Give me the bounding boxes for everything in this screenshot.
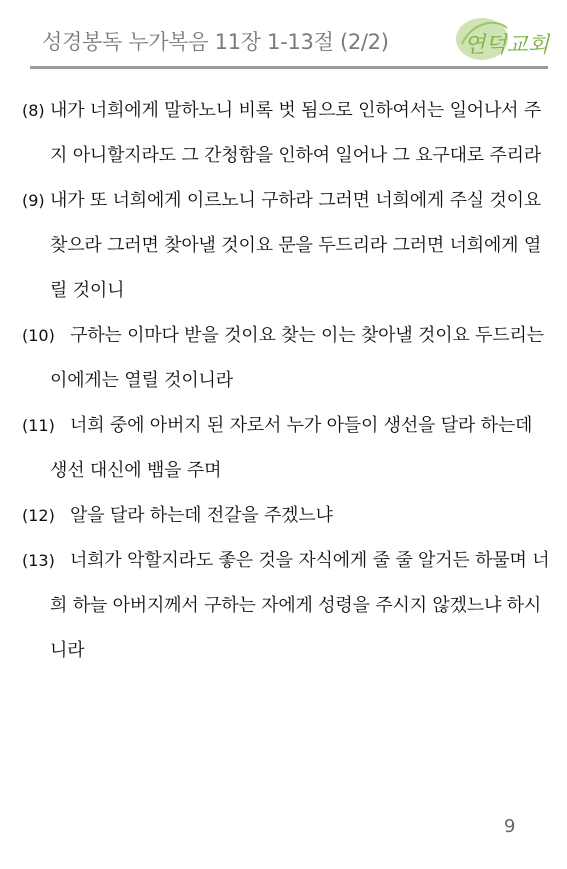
verse-item [22,538,552,673]
verse-text: 너희가 악할지라도 좋은 것을 자식에게 줄 줄 알거든 하물며 너희 하늘 아버지께서 구하는 자에게 성령을 주시지 않겠느냐 하시니라 [50,550,550,661]
header-divider [30,66,548,69]
page-number: 9 [504,816,516,837]
verse-text: 내가 너희에게 말하노니 비록 벗 됨으로 인하여서는 일어나서 주지 아니할지라도 그 간청함을 인하여 일어나 그 요구대로 주리라 [50,100,542,166]
verse-number: (9) [22,191,45,210]
verse-number: (13) [22,551,55,570]
verse-item [22,313,552,403]
verse-item [22,178,552,313]
verse-list [22,88,552,673]
verse-number: (12) [22,506,55,525]
church-logo [452,14,550,64]
verse-item [22,88,552,178]
verse-item [22,493,552,538]
verse-number: (10) [22,326,55,345]
verse-text: 알을 달라 하는데 전갈을 주겠느냐 [70,505,333,526]
logo-text: 연덕교회 [464,33,550,58]
verse-number: (11) [22,416,55,435]
slide-header [0,0,567,70]
verse-item [22,403,552,493]
verse-text: 너희 중에 아버지 된 자로서 누가 아들이 생선을 달라 하는데 생선 대신에 뱀을 주며 [50,415,533,481]
slide-title: 성경봉독 누가복음 11장 1-13절 (2/2) [42,30,389,54]
verse-text: 내가 또 너희에게 이르노니 구하라 그러면 너희에게 주실 것이요 찾으라 그러면 찾아낼 것이요 문을 두드리라 그러면 너희에게 열릴 것이니 [50,190,542,301]
verse-text: 구하는 이마다 받을 것이요 찾는 이는 찾아낼 것이요 두드리는 이에게는 열릴 것이니라 [50,325,544,391]
verse-number: (8) [22,101,45,120]
